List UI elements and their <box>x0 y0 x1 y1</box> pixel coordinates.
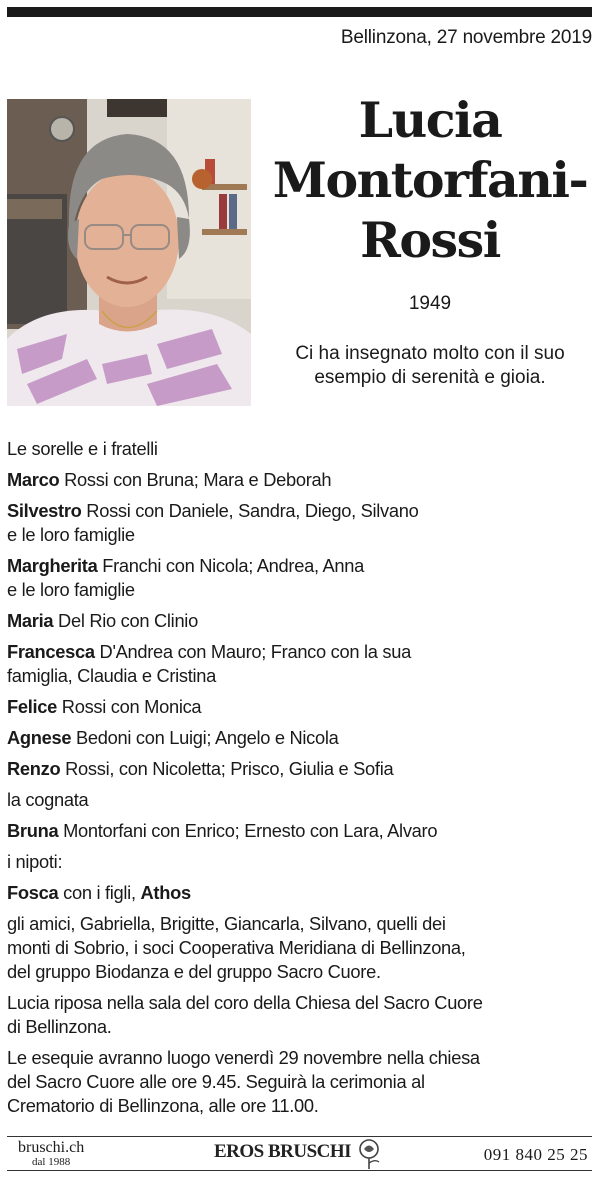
footer-website[interactable] <box>18 1139 84 1168</box>
mourner-line: Marco Rossi con Bruna; Mara e Deborah <box>7 469 332 490</box>
mourners-intro: Le sorelle e i fratelli <box>7 438 158 459</box>
mourner-line: Agnese Bedoni con Luigi; Angelo e Nicola <box>7 727 339 748</box>
cognata-label: la cognata <box>7 789 89 810</box>
memorial-quote <box>270 342 590 390</box>
name-line-first: Lucia <box>358 91 502 149</box>
since-label: dal 1988 <box>32 1156 71 1168</box>
deceased-name <box>265 90 595 270</box>
mourner-line: Margherita Franchi con Nicola; Andrea, Anna e le loro famiglie <box>7 555 364 600</box>
phone-number[interactable]: 091 840 25 25 <box>483 1145 588 1164</box>
portrait-photo <box>7 99 251 406</box>
birth-year: 1949 <box>408 293 452 314</box>
friends-paragraph: gli amici, Gabriella, Brigitte, Giancarla, Silvano, quelli dei monti di Sobrio, i soci Cooperativa Meridiana di Bellinzona, del gruppo Biodanza e del gruppo Sacro Cuore. <box>7 913 466 982</box>
mourner-line: Francesca D'Andrea con Mauro; Franco con la sua famiglia, Claudia e Cristina <box>7 641 412 686</box>
mourner-line: Bruna Montorfani con Enrico; Ernesto con Lara, Alvaro <box>7 820 438 841</box>
website-link[interactable]: bruschi.ch <box>18 1139 85 1156</box>
mourner-line: Renzo Rossi, con Nicoletta; Prisco, Giulia e Sofia <box>7 758 394 779</box>
funeral-paragraph: Le esequie avranno luogo venerdì 29 novembre nella chiesa del Sacro Cuore alle ore 9.45. Seguirà la cerimonia al Crematorio di Bellinzona, alle ore 11.00. <box>7 1047 480 1116</box>
name-line-third: Rossi <box>360 211 500 269</box>
mourner-line: Fosca con i figli, Athos <box>7 882 191 903</box>
mourner-line: Maria Del Rio con Clinio <box>7 610 198 631</box>
footer-bottom-rule <box>7 1170 592 1171</box>
quote-line: Ci ha insegnato molto con il suo <box>295 343 565 364</box>
nipoti-label: i nipoti: <box>7 851 63 872</box>
top-rule <box>7 7 592 17</box>
brand-name: EROS BRUSCHI <box>214 1141 352 1162</box>
mourner-line: Felice Rossi con Monica <box>7 696 202 717</box>
mourner-line: Silvestro Rossi con Daniele, Sandra, Diego, Silvano e le loro famiglie <box>7 500 419 545</box>
quote-line: esempio di serenità e gioia. <box>314 367 546 388</box>
announcement-body <box>7 437 587 1125</box>
place-date: Bellinzona, 27 novembre 2019 <box>340 27 592 48</box>
footer-top-rule <box>7 1136 592 1137</box>
rest-place-paragraph: Lucia riposa nella sala del coro della Chiesa del Sacro Cuore di Bellinzona. <box>7 992 483 1037</box>
name-line-second: Montorfani- <box>272 151 588 209</box>
